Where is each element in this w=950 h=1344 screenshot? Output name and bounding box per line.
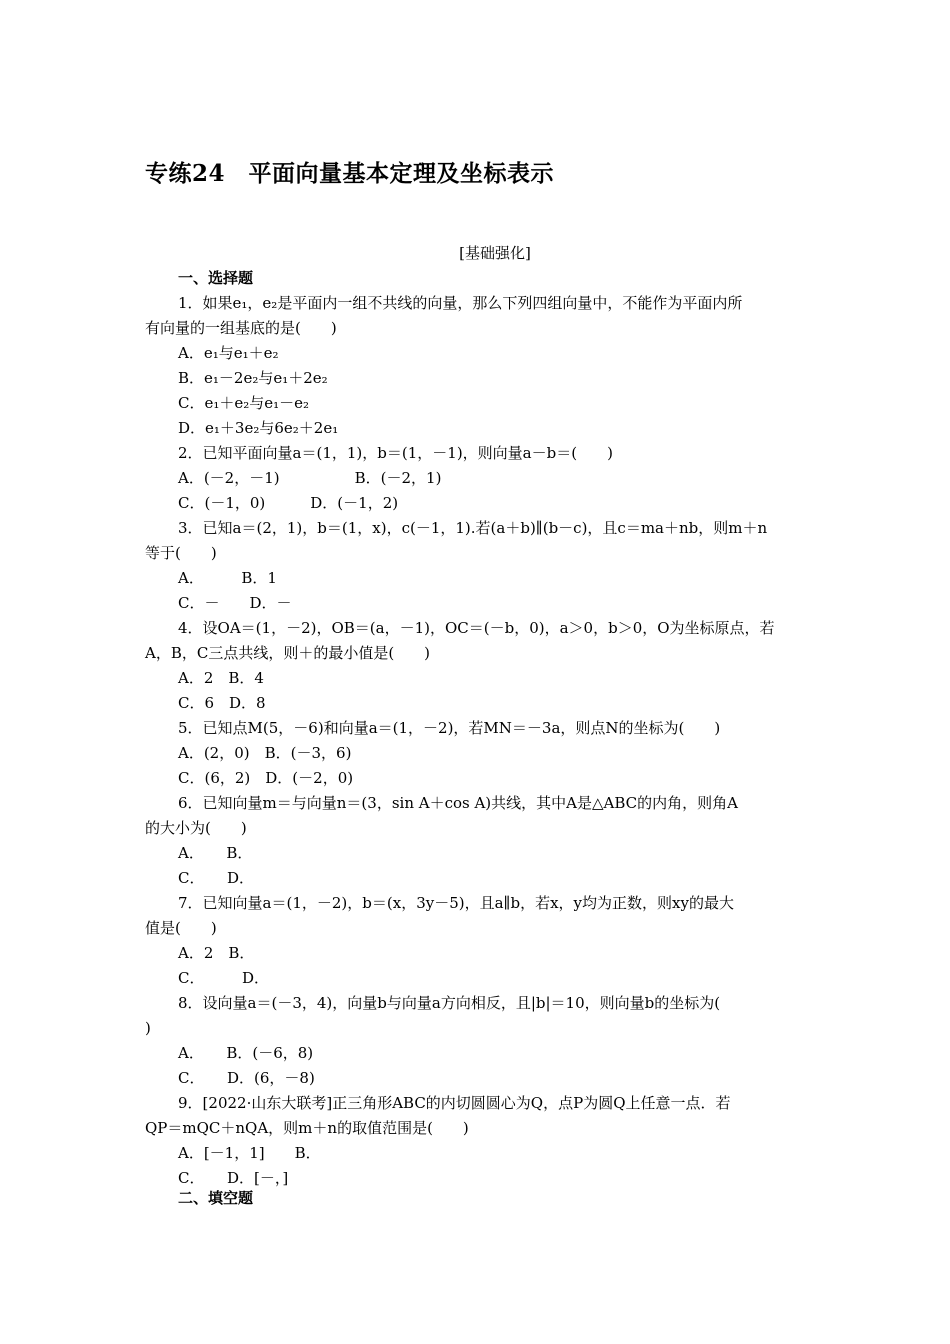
text-line: A．e₁与e₁＋e₂ bbox=[178, 344, 279, 362]
text-line: C．(－1，0) D．(－1，2) bbox=[178, 494, 399, 512]
section-heading-choice: 一、选择题 bbox=[178, 269, 254, 287]
text-line: 5．已知点M(5，－6)和向量a＝(1，－2)，若MN＝－3a，则点N的坐标为( ) bbox=[178, 719, 721, 737]
text-line: A．(－2，－1) B．(－2，1) bbox=[178, 469, 442, 487]
text-line: ) bbox=[145, 1019, 151, 1037]
text-line: A． B． bbox=[178, 844, 253, 862]
text-line: B．e₁－2e₂与e₁＋2e₂ bbox=[178, 369, 328, 387]
text-line: A．2 B． bbox=[178, 944, 255, 962]
text-line: 的大小为( ) bbox=[145, 819, 247, 837]
text-line: A，B，C三点共线，则＋的最小值是( ) bbox=[145, 644, 431, 662]
text-line: D．e₁＋3e₂与6e₂＋2e₁ bbox=[178, 419, 339, 437]
text-line: C． D． bbox=[178, 869, 255, 887]
text-line: C．－ D．－ bbox=[178, 594, 292, 612]
text-line: 8．设向量a＝(－3，4)，向量b与向量a方向相反，且|b|＝10，则向量b的坐标为( bbox=[178, 994, 721, 1012]
text-line: C． D．(6，－8) bbox=[178, 1069, 315, 1087]
text-line: 6．已知向量m＝与向量n＝(3，sin A＋cos A)共线，其中A是△ABC的内角，则角A bbox=[178, 794, 738, 812]
text-line: 有向量的一组基底的是( ) bbox=[145, 319, 337, 337]
text-line: 7．已知向量a＝(1，－2)，b＝(x，3y－5)，且a∥b，若x，y均为正数，则xy的最大 bbox=[178, 894, 734, 912]
text-line: 3．已知a＝(2，1)，b＝(1，x)，c(－1，1).若(a＋b)∥(b－c)，且c＝ma＋nb，则m＋n bbox=[178, 519, 768, 537]
text-line: 等于( ) bbox=[145, 544, 217, 562]
page-title: 专练24 平面向量基本定理及坐标表示 bbox=[145, 160, 555, 187]
text-line: A． B．(－6，8) bbox=[178, 1044, 314, 1062]
text-line: A．(2，0) B．(－3，6) bbox=[178, 744, 352, 762]
text-line: C．6 D．8 bbox=[178, 694, 266, 712]
section-subtitle: [基础强化] bbox=[459, 244, 531, 262]
text-line: A． B．1 bbox=[178, 569, 277, 587]
text-line: C． D．[－，] bbox=[178, 1169, 289, 1187]
text-line: C． D． bbox=[178, 969, 270, 987]
text-line: A．2 B．4 bbox=[178, 669, 264, 687]
text-line: C．e₁＋e₂与e₁－e₂ bbox=[178, 394, 310, 412]
text-line: 9．[2022·山东大联考]正三角形ABC的内切圆圆心为Q，点P为圆Q上任意一点．若 bbox=[178, 1094, 731, 1112]
text-line: 2．已知平面向量a＝(1，1)，b＝(1，－1)，则向量a－b＝( ) bbox=[178, 444, 613, 462]
text-line: 4．设OA＝(1，－2)，OB＝(a，－1)，OC＝(－b，0)，a＞0，b＞0，O为坐标原点，若 bbox=[178, 619, 775, 637]
text-line: 值是( ) bbox=[145, 919, 217, 937]
text-line: 1．如果e₁，e₂是平面内一组不共线的向量，那么下列四组向量中，不能作为平面内所 bbox=[178, 294, 743, 312]
text-line: C．(6，2) D．(－2，0) bbox=[178, 769, 354, 787]
section-heading-fill: 二、填空题 bbox=[178, 1189, 254, 1207]
text-line: A．[－1，1] B． bbox=[178, 1144, 321, 1162]
text-line: QP＝mQC＋nQA，则m＋n的取值范围是( ) bbox=[145, 1119, 469, 1137]
